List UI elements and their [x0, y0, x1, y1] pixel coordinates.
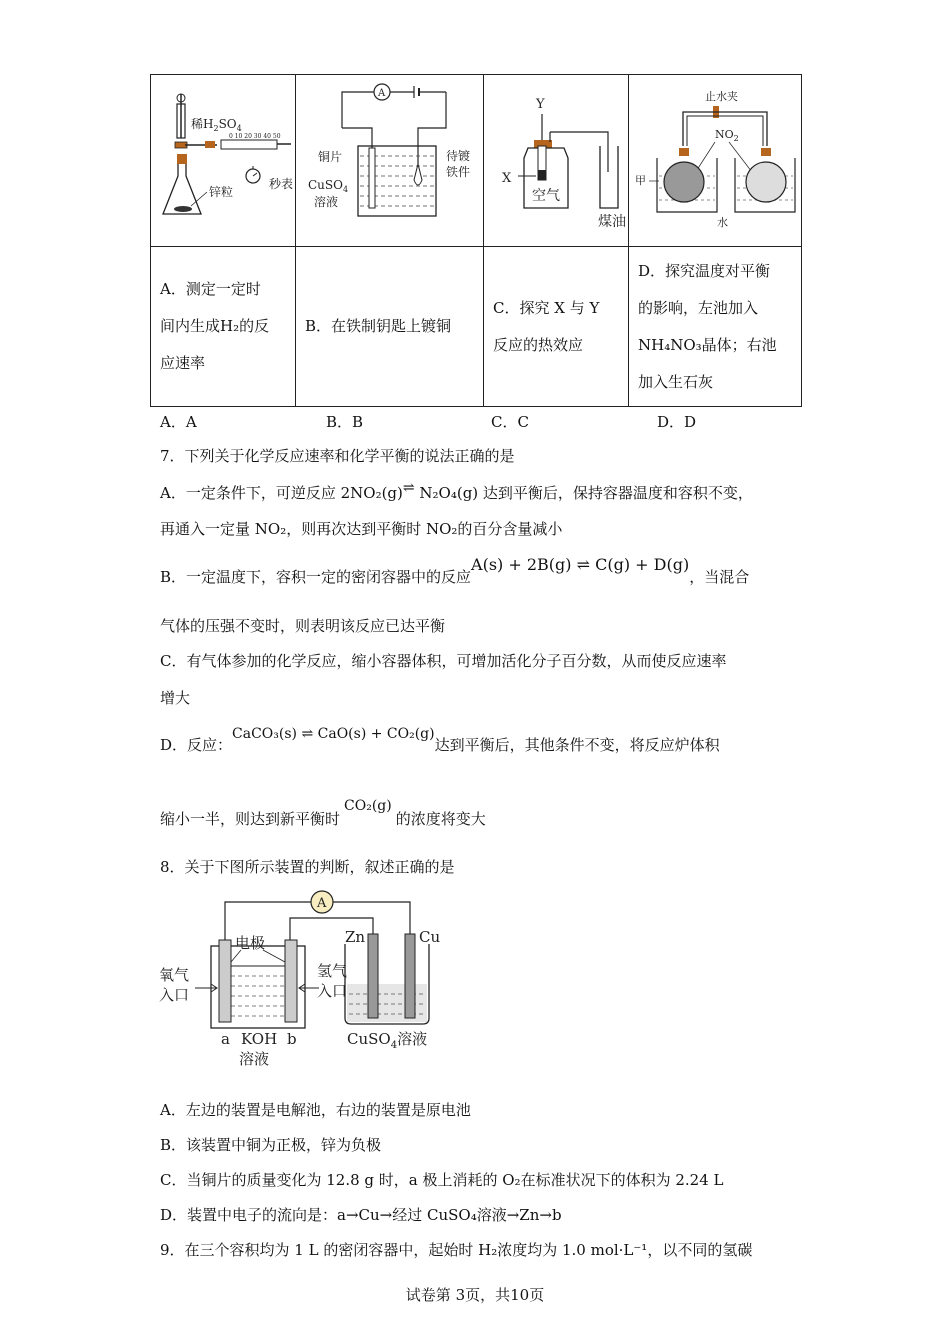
figure-d-no2-equilibrium [629, 76, 802, 246]
cell-d [629, 247, 802, 407]
q7-option-c-line-2: 增大 [160, 689, 191, 707]
svg-text:CuSO4溶液: CuSO$_4$溶液 [347, 1030, 428, 1051]
q8-b-label: b [287, 1030, 297, 1048]
q7-d-equation: CaCO₃(s) ⇌ CaO(s) + CO₂(g) [232, 726, 435, 742]
q7-option-a-line-2: 再通入一定量 NO₂，则再次达到平衡时 NO₂的百分含量减小 [160, 520, 563, 538]
q7-option-a-line-1 [160, 480, 753, 504]
cell-d-line-4: 加入生石灰 [638, 372, 714, 391]
q8-option-c: C．当铜片的质量变化为 12.8 g 时，a 极上消耗的 O₂在标准状况下的体积为 2.24 L [160, 1171, 724, 1189]
q7-d-part-1: D．反应： [160, 736, 233, 754]
q7-option-b-line-2: 气体的压强不变时，则表明该反应已达平衡 [160, 617, 446, 635]
air-label: 空气 [532, 187, 560, 204]
q9-stem: 9．在三个容积均为 1 L 的密闭容器中，起始时 H₂浓度均为 1.0 mol·L⁻¹，以不同的氢碳 [160, 1241, 753, 1259]
q7-option-b-line-1 [160, 555, 750, 587]
q7-b-part-1: B．一定温度下，容积一定的密闭容器中的反应 [160, 568, 472, 586]
q8-cuso4-label: CuSO [347, 1030, 391, 1048]
q7-b-part-2: ，当混合 [689, 568, 750, 586]
option-c: C．C [491, 413, 529, 431]
cell-c-line-2: 反应的热效应 [493, 335, 584, 354]
q8-oxygen-label: 氧气 [159, 966, 190, 984]
q7-option-c-line-1: C．有气体参加的化学反应，缩小容器体积，可增加活化分子百分数，从而使反应速率 [160, 652, 727, 670]
water-label: 水 [717, 215, 728, 229]
option-b: B．B [326, 413, 364, 431]
cell-d-line-1: D．探究温度对平衡 [638, 261, 771, 280]
cell-d-line-2: 的影响，左池加入 [638, 298, 759, 317]
figure-cell-b [296, 75, 484, 247]
svg-text:NO2: $NO_2$ [715, 127, 739, 143]
q8-solution-label: 溶液 [239, 1050, 270, 1068]
q8-a-label: a [221, 1030, 230, 1048]
q8-zn-label: Zn [345, 928, 366, 946]
q8-hydrogen-label: 氢气 [317, 962, 348, 980]
cell-a-line-1: A．测定一定时 [160, 280, 261, 298]
cell-d-line-3: NH₄NO₃晶体；右池 [638, 335, 777, 354]
q8-option-d: D．装置中电子的流向是：a→Cu→经过 CuSO₄溶液→Zn→b [160, 1206, 562, 1224]
figure-cell-a [151, 75, 296, 247]
figure-a-zinc-acid-apparatus [151, 76, 296, 246]
solution-label-2: 溶液 [314, 194, 339, 209]
cell-c-line-1: C．探究 X 与 Y [493, 298, 600, 317]
left-bath-label: 甲 [635, 173, 646, 187]
q8-oxygen-label-2: 入口 [159, 986, 190, 1004]
figure-cell-d [629, 75, 802, 247]
figure-cell-c [484, 75, 629, 247]
q8-option-a: A．左边的装置是电解池，右边的装置是原电池 [160, 1101, 471, 1119]
q7-d-part-4: 的浓度将变大 [395, 810, 486, 828]
cell-b [296, 247, 484, 407]
cell-a [151, 247, 296, 407]
q8-koh-label: KOH [241, 1030, 278, 1048]
q8-figure-fuel-cell [155, 884, 455, 1074]
q7-d-co2: CO₂(g) [344, 798, 392, 814]
cell-b-text: B．在铁制钥匙上镀铜 [305, 317, 452, 335]
figure-b-electroplating [296, 76, 484, 246]
q7-a-part-2: N₂O₄(g) 达到平衡后，保持容器温度和容积不变， [414, 484, 753, 502]
syringe-scale: 0 10 20 30 40 50 [229, 132, 281, 140]
copper-label: 铜片 [318, 149, 343, 164]
page-footer: 试卷第 3页，共10页 [405, 1286, 545, 1304]
q7-d-part-3: 缩小一半，则达到新平衡时 [160, 810, 341, 828]
option-a: A．A [160, 413, 197, 431]
svg-text:稀H2SO4: 稀$H_2SO_4$ [191, 116, 242, 133]
q8-stem: 8．关于下图所示装置的判断，叙述正确的是 [160, 858, 455, 876]
q8-cu-label: Cu [419, 928, 441, 946]
y-label: Y [536, 96, 545, 112]
oil-label: 煤油 [598, 213, 626, 230]
q7-a-part-1: A．一定条件下，可逆反应 2NO₂(g) [160, 484, 403, 502]
x-label: X [502, 170, 512, 186]
q8-hydrogen-label-2: 入口 [317, 982, 348, 1000]
cell-a-line-3: 应速率 [160, 354, 206, 372]
q8-option-b: B．该装置中铜为正极，锌为负极 [160, 1136, 382, 1154]
ammeter-label: A [378, 87, 386, 99]
q8-ammeter-label: A [317, 896, 327, 911]
cell-a-line-2: 间内生成H₂的反 [160, 317, 270, 335]
zinc-label: 锌粒 [209, 184, 234, 199]
solution-label: CuSO [308, 177, 343, 192]
target-label-2: 铁件 [446, 164, 471, 179]
experiment-table [150, 74, 802, 407]
q7-stem: 7．下列关于化学反应速率和化学平衡的说法正确的是 [160, 447, 515, 465]
q7-option-d-line-1 [160, 726, 720, 756]
svg-text:CuSO4: CuSO$_4$ [308, 177, 349, 194]
acid-label: 稀H [191, 116, 214, 131]
option-d: D．D [657, 413, 697, 431]
target-label: 待镀 [446, 148, 471, 163]
q7-a-arrow: ⇌ [402, 480, 415, 496]
figure-c-thermal-effect [484, 76, 629, 246]
q7-d-part-2: 达到平衡后，其他条件不变，将反应炉体积 [434, 736, 720, 754]
q7-b-equation: A(s) + 2B(g) ⇌ C(g) + D(g) [471, 555, 690, 574]
timer-label: 秒表 [269, 176, 294, 191]
cell-c [484, 247, 629, 407]
q8-electrode-label: 电极 [235, 934, 266, 952]
q7-option-d-line-2 [160, 798, 486, 830]
gas-label: NO [715, 127, 734, 141]
clamp-label: 止水夹 [705, 89, 738, 103]
